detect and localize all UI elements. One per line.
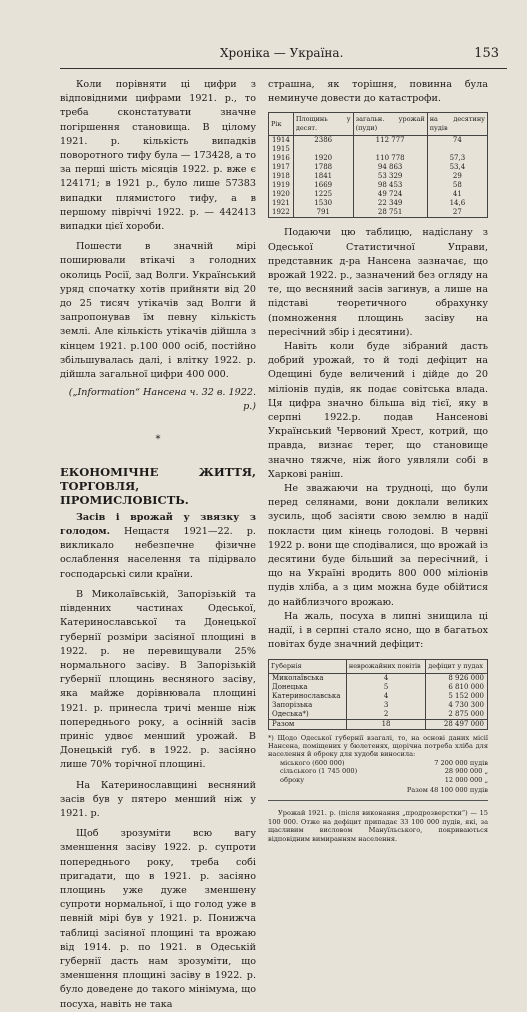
footnote-label: міського (600 000): [280, 758, 345, 767]
table-cell: 5: [346, 683, 425, 692]
table-cell: Запорізька: [269, 701, 347, 710]
footnote-row: [268, 776, 488, 784]
table-row: [269, 683, 488, 692]
table-row: [269, 673, 488, 683]
table-row: [269, 199, 488, 208]
table-cell: 1669: [293, 181, 353, 190]
table-cell: 28 497 000: [426, 719, 488, 729]
footnote-total: Разом 48 100 000 пудів: [406, 785, 488, 794]
table-cell: 6 810 000: [426, 683, 488, 692]
table-row: [269, 692, 488, 701]
table-row: [269, 208, 488, 218]
table-cell: 2 875 000: [426, 710, 488, 720]
table-cell: 53 329: [353, 172, 427, 181]
table-cell: [427, 145, 487, 154]
table-cell: 58: [427, 181, 487, 190]
table-cell: 18: [346, 719, 425, 729]
section-title: ЕКОНОМІЧНЕ ЖИТТЯ, ТОРГОВЛЯ, ПРОМИСЛОВІСТЬ.: [60, 464, 256, 507]
harvest-table: [268, 112, 488, 218]
table-cell: Разом: [269, 719, 347, 729]
table-cell: 1915: [269, 145, 294, 154]
table-cell: 1841: [293, 172, 353, 181]
table-cell: 57,3: [427, 154, 487, 163]
footnote-label: сільського (1 745 000): [280, 767, 358, 776]
table-cell: 8 926 000: [426, 673, 488, 683]
paragraph: Навіть коли буде зібраний дасть добрий урожай, то й тоді дефіцит на Одещині буде величений і дійде до 20 міліонів пудів, як подає совітська влада. Ця цифра значно більша від тієї, яку в серпні 1922.р. подав Нансенові Український Червоний Хрест, котрий, що правда, визнає теper, що становище значно тяжче, ніж його уявляли собі в Харкові раніш.: [268, 341, 488, 480]
table-cell: 94 863: [353, 163, 427, 172]
column-header: загальн. урожай (пуди): [353, 113, 427, 136]
section-separator: *: [155, 433, 161, 445]
table-cell: 22 349: [353, 199, 427, 208]
table-cell: 1920: [269, 190, 294, 199]
table-cell: 28 751: [353, 208, 427, 218]
page-number: 153: [474, 46, 499, 61]
column-header: Площинь у десят.: [293, 113, 353, 136]
paragraph: Щоб зрозуміти всю вагу зменшення засіву 1922. р. супроти попереднього року, треба собі пригадати, що в 1921. р. засіяно площинь уже дуже зменшену супроти нормальної, і що голод уже в певній мірі був у 1921. р. Понижча таблиці засіяної площині та врожаю від 1914. р. по 1921. в Одеській губернії дасть нам зрозуміти, що зменшення площині засіву в 1922. р. було доведене до такого мінімума, що посуха, навіть не така: [60, 828, 256, 1010]
paragraph: Коли порівняти ці цифри з відповідними цифрами 1921. р., то треба сконстатувати значне погіршення становища. В цілому 1921. р. кількість випадків поворотного тифу була — 173428, а то за перші шість місяців 1922. р. вже є 124171; в 1921 р., було лише 57383 випадки плямистого тифу, а в першому півріччі 1922. р. — 442413 випадки цієї хороби.: [60, 79, 257, 233]
table-cell: 49 724: [353, 190, 427, 199]
table-row: [269, 701, 488, 710]
table-cell: 14,6: [427, 199, 487, 208]
table-row: [269, 154, 488, 163]
table-cell: 5 152 000: [426, 692, 488, 701]
table-row: [269, 190, 488, 199]
paragraph: Подаючи цю таблицю, надіслану з Одеської Статистичної Управи, представник д-ра Нансена зазначає, що врожай 1922. р., зазначений без огляду на те, що весняний засів загинув, а лише на підставі теоретичного обрахунку (помноження площинь засіву на пересічний збір і десятини).: [268, 227, 488, 338]
table-cell: 110 778: [353, 154, 427, 163]
table-header-row: [269, 659, 488, 673]
table-cell: 1922: [269, 208, 294, 218]
table-cell: 1921: [269, 199, 294, 208]
left-column: [60, 78, 256, 1012]
column-header: неврожайних повітів: [346, 659, 425, 673]
table-cell: 1920: [293, 154, 353, 163]
footnote-label: обрoку: [280, 775, 305, 784]
table-cell: 4 730 300: [426, 701, 488, 710]
table-cell: 3: [346, 701, 425, 710]
table-cell: 27: [427, 208, 487, 218]
table-cell: Миколаївська: [269, 673, 347, 683]
paragraph: [60, 511, 256, 582]
table-cell: Катеринославська: [269, 692, 347, 701]
table-cell: 4: [346, 692, 425, 701]
footnote-value: 12 000 000 „: [444, 775, 488, 784]
table-cell: [353, 145, 427, 154]
table-row: [269, 163, 488, 172]
right-column: [268, 78, 488, 843]
table-header-row: [269, 113, 488, 136]
footnote-row: [268, 759, 488, 767]
footnote-value: 7 200 000 пудів: [434, 758, 488, 767]
table-cell: Одеська*): [269, 710, 347, 720]
paragraph: На Катеринославщині весняний засів був у пятеро менший ніж у 1921. р.: [60, 779, 256, 819]
table-cell: 1530: [293, 199, 353, 208]
table-cell: 29: [427, 172, 487, 181]
closing-note: Урожай 1921. р. (після виконання „продрозверстки“) — 15 100 000. Отже на дефіцит припадає 33 100 000 пудів, які, за щасливим висловом Мануїльського, покриваються відповідним вимиранням населення.: [268, 809, 488, 843]
column-header: на десятину пудів: [427, 113, 487, 136]
table-total-row: [269, 719, 488, 729]
table-row: [269, 172, 488, 181]
table-row: [269, 181, 488, 190]
footnote-figures: [268, 759, 488, 784]
paragraph: Пошести в значній мірі поширювали втікачі з голодних околиць Росії, зад Волги. Український уряд спочатку хотів прийняти від 20 до 25 тисяч утікачів зад Волги й запропонував їм певну кількість землі. Але кількість утікачів дійшла з кінцем 1921. р.100 000 осіб, постійно збільшувалась далі, і влітку 1922. р. дійшла загальної цифри 400 000.: [60, 241, 256, 381]
table-cell: [293, 145, 353, 154]
table-cell: 1919: [269, 181, 294, 190]
column-header: Рік: [269, 113, 294, 136]
table-cell: Донецька: [269, 683, 347, 692]
column-header: Губернія: [269, 659, 347, 673]
footnote-value: 28 900 000 „: [444, 767, 488, 776]
table-row: [269, 136, 488, 146]
divider: [268, 800, 488, 801]
subsection-title: Засів і врожай у звязку з голодом.: [60, 511, 256, 538]
table-body: [269, 673, 488, 729]
paragraph: На жаль, посуха в липні знищила ці надії, і в серпні стало ясно, що в багатьох повітах буде значний дефіцит:: [268, 610, 488, 651]
table-cell: 112 777: [353, 136, 427, 146]
footnote-row: [268, 767, 488, 775]
table-cell: 791: [293, 208, 353, 218]
column-header: дефіцит у пудах: [426, 659, 488, 673]
table-cell: 1225: [293, 190, 353, 199]
paragraph: В Миколаївській, Запорізькій та південних частинах Одеської, Катеринославської та Донецької губернії розміри засіяної площині в 1922. р. не перевищували 25% нормального засіву. В Запорізькій губернії площинь весняного засіву, яка майже дорівнювала площині 1921. р. принесла тричі менше ніж попереднього року, а осінній засів приніс удвоє менший урожай. В Донецькій губ. в 1922. р. засіяно лише 70% торічної площині.: [60, 588, 256, 771]
table-cell: 41: [427, 190, 487, 199]
deficit-table: [268, 659, 488, 730]
footnote: *) Щодо Одеської губернії взагалі, то, на основі даних місії Нансена, поміщених у бюлетенях, щорічна потреба хліба для населення й обрoку для худоби виносила:: [268, 733, 488, 759]
table-cell: 53,4: [427, 163, 487, 172]
table-cell: 4: [346, 673, 425, 683]
source-citation: („Information“ Нансена ч. 32 в. 1922. р.): [68, 387, 256, 413]
table-cell: 1914: [269, 136, 294, 146]
running-title: Хроніка — Україна.: [220, 46, 344, 60]
running-header: [60, 44, 507, 69]
table-cell: 1918: [269, 172, 294, 181]
paragraph: страшна, як торішня, повинна була неминуче довести до катастрофи.: [268, 79, 488, 105]
table-row: [269, 710, 488, 720]
paragraph-text: Нещастя 1921—22. р. викликало небезпечне фізичне ослаблення населення та підірвало господарські сили країни.: [60, 526, 256, 580]
table-cell: 1916: [269, 154, 294, 163]
table-row: [269, 145, 488, 154]
table-cell: 1917: [269, 163, 294, 172]
table-cell: 2: [346, 710, 425, 720]
table-cell: 74: [427, 136, 487, 146]
table-cell: 2386: [293, 136, 353, 146]
table-cell: 98 453: [353, 181, 427, 190]
table-cell: 1788: [293, 163, 353, 172]
paragraph: Не зважаючи на трудноці, що були перед селянами, вони доклали великих зусиль, щоб засіяти свою землю в надії покласти цим кінець голодові. В червні 1922 р. вони ще сподівалися, що врожай із десятини буде більший за пересічний, і що на Україні вродить 800 000 міліонів пудів хліба, а з цим можна буде обійтися до найблизчого врожаю.: [268, 483, 488, 608]
table-body: [269, 136, 488, 218]
